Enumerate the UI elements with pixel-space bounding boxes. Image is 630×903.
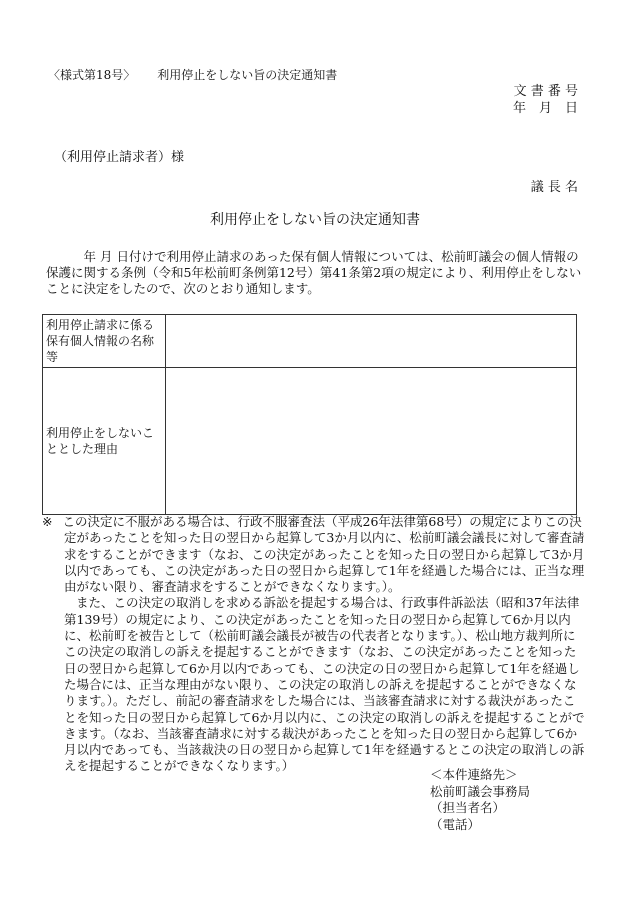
- contact-header: ＜本件連絡先＞: [430, 767, 518, 782]
- form-title: 利用停止をしない旨の決定通知書: [157, 68, 338, 82]
- addressee: （利用停止請求者）様: [54, 150, 185, 165]
- contact-block: [430, 767, 530, 833]
- body-paragraph: 年 月 日付けで利用停止請求のあった保有個人情報については、松前町議会の個人情報の保護に関する条例（令和5年松前町条例第12号）第41条第2項の規定により、利用停止をしないことに決定をしたので、次のとおり通知します。: [46, 249, 582, 296]
- contact-person: （担当者名）: [430, 800, 506, 815]
- sender-name: 議 長 名: [530, 180, 578, 195]
- info-table: [42, 314, 577, 515]
- table-row: [43, 368, 577, 515]
- contact-office: 松前町議会事務局: [430, 783, 531, 799]
- row-value-info-name: [166, 315, 577, 368]
- row-label-reason: 利用停止をしないこととした理由: [43, 368, 166, 515]
- document-number: 文 書 番 号: [513, 84, 578, 99]
- row-label-info-name: 利用停止請求に係る保有個人情報の名称等: [43, 315, 166, 368]
- form-header: [48, 66, 337, 83]
- note-review-request: ※ この決定に不服がある場合は、行政不服審査法（平成26年法律第68号）の規定によりこの決定があったことを知った日の翌日から起算して3か月以内に、松前町議会議長に対して審査請求をすることができます（なお、この決定があったことを知った日の翌日から起算して3か月以内であっても、この決定があった日の翌日から起算して1年を経過した場合には、正当な理由がない限り、審査請求をすることができなくなります。）。: [42, 514, 585, 595]
- document-heading: 利用停止をしない旨の決定通知書: [210, 212, 420, 228]
- notes-section: [42, 514, 587, 775]
- contact-phone: （電話）: [430, 816, 481, 832]
- form-label: 〈様式第18号〉: [48, 68, 136, 82]
- row-value-reason: [166, 368, 577, 515]
- document-date: 年 月 日: [512, 101, 578, 116]
- note-lawsuit: また、この決定の取消しを求める訴訟を提起する場合は、行政事件訴訟法（昭和37年法律第139号）の規定により、この決定があったことを知った日の翌日から起算して6か月以内に、松前町を被告として（松前町議会議長が被告の代表者となります。）、松山地方裁判所にこの決定の取消しの訴えを提起することができます（なお、この決定があったことを知った日の翌日から起算して6か月以内であっても、この決定の日の翌日から起算して1年を経過した場合には、正当な理由がない限り、この決定の取消しの訴えを提起することができなくなります。）。ただし、前記の審査請求をした場合には、当該審査請求に対する裁決があったことを知った日の翌日から起算して6か月以内に、この決定の取消しの訴えを提起することができます。（なお、当該審査請求に対する裁決があったことを知った日の翌日から起算して6か月以内であっても、当該裁決の日の翌日から起算して1年を経過するとこの決定の取消しの訴えを提起することができなくなります。）: [64, 595, 585, 774]
- table-row: [43, 315, 577, 368]
- note-mark: ※: [42, 514, 53, 529]
